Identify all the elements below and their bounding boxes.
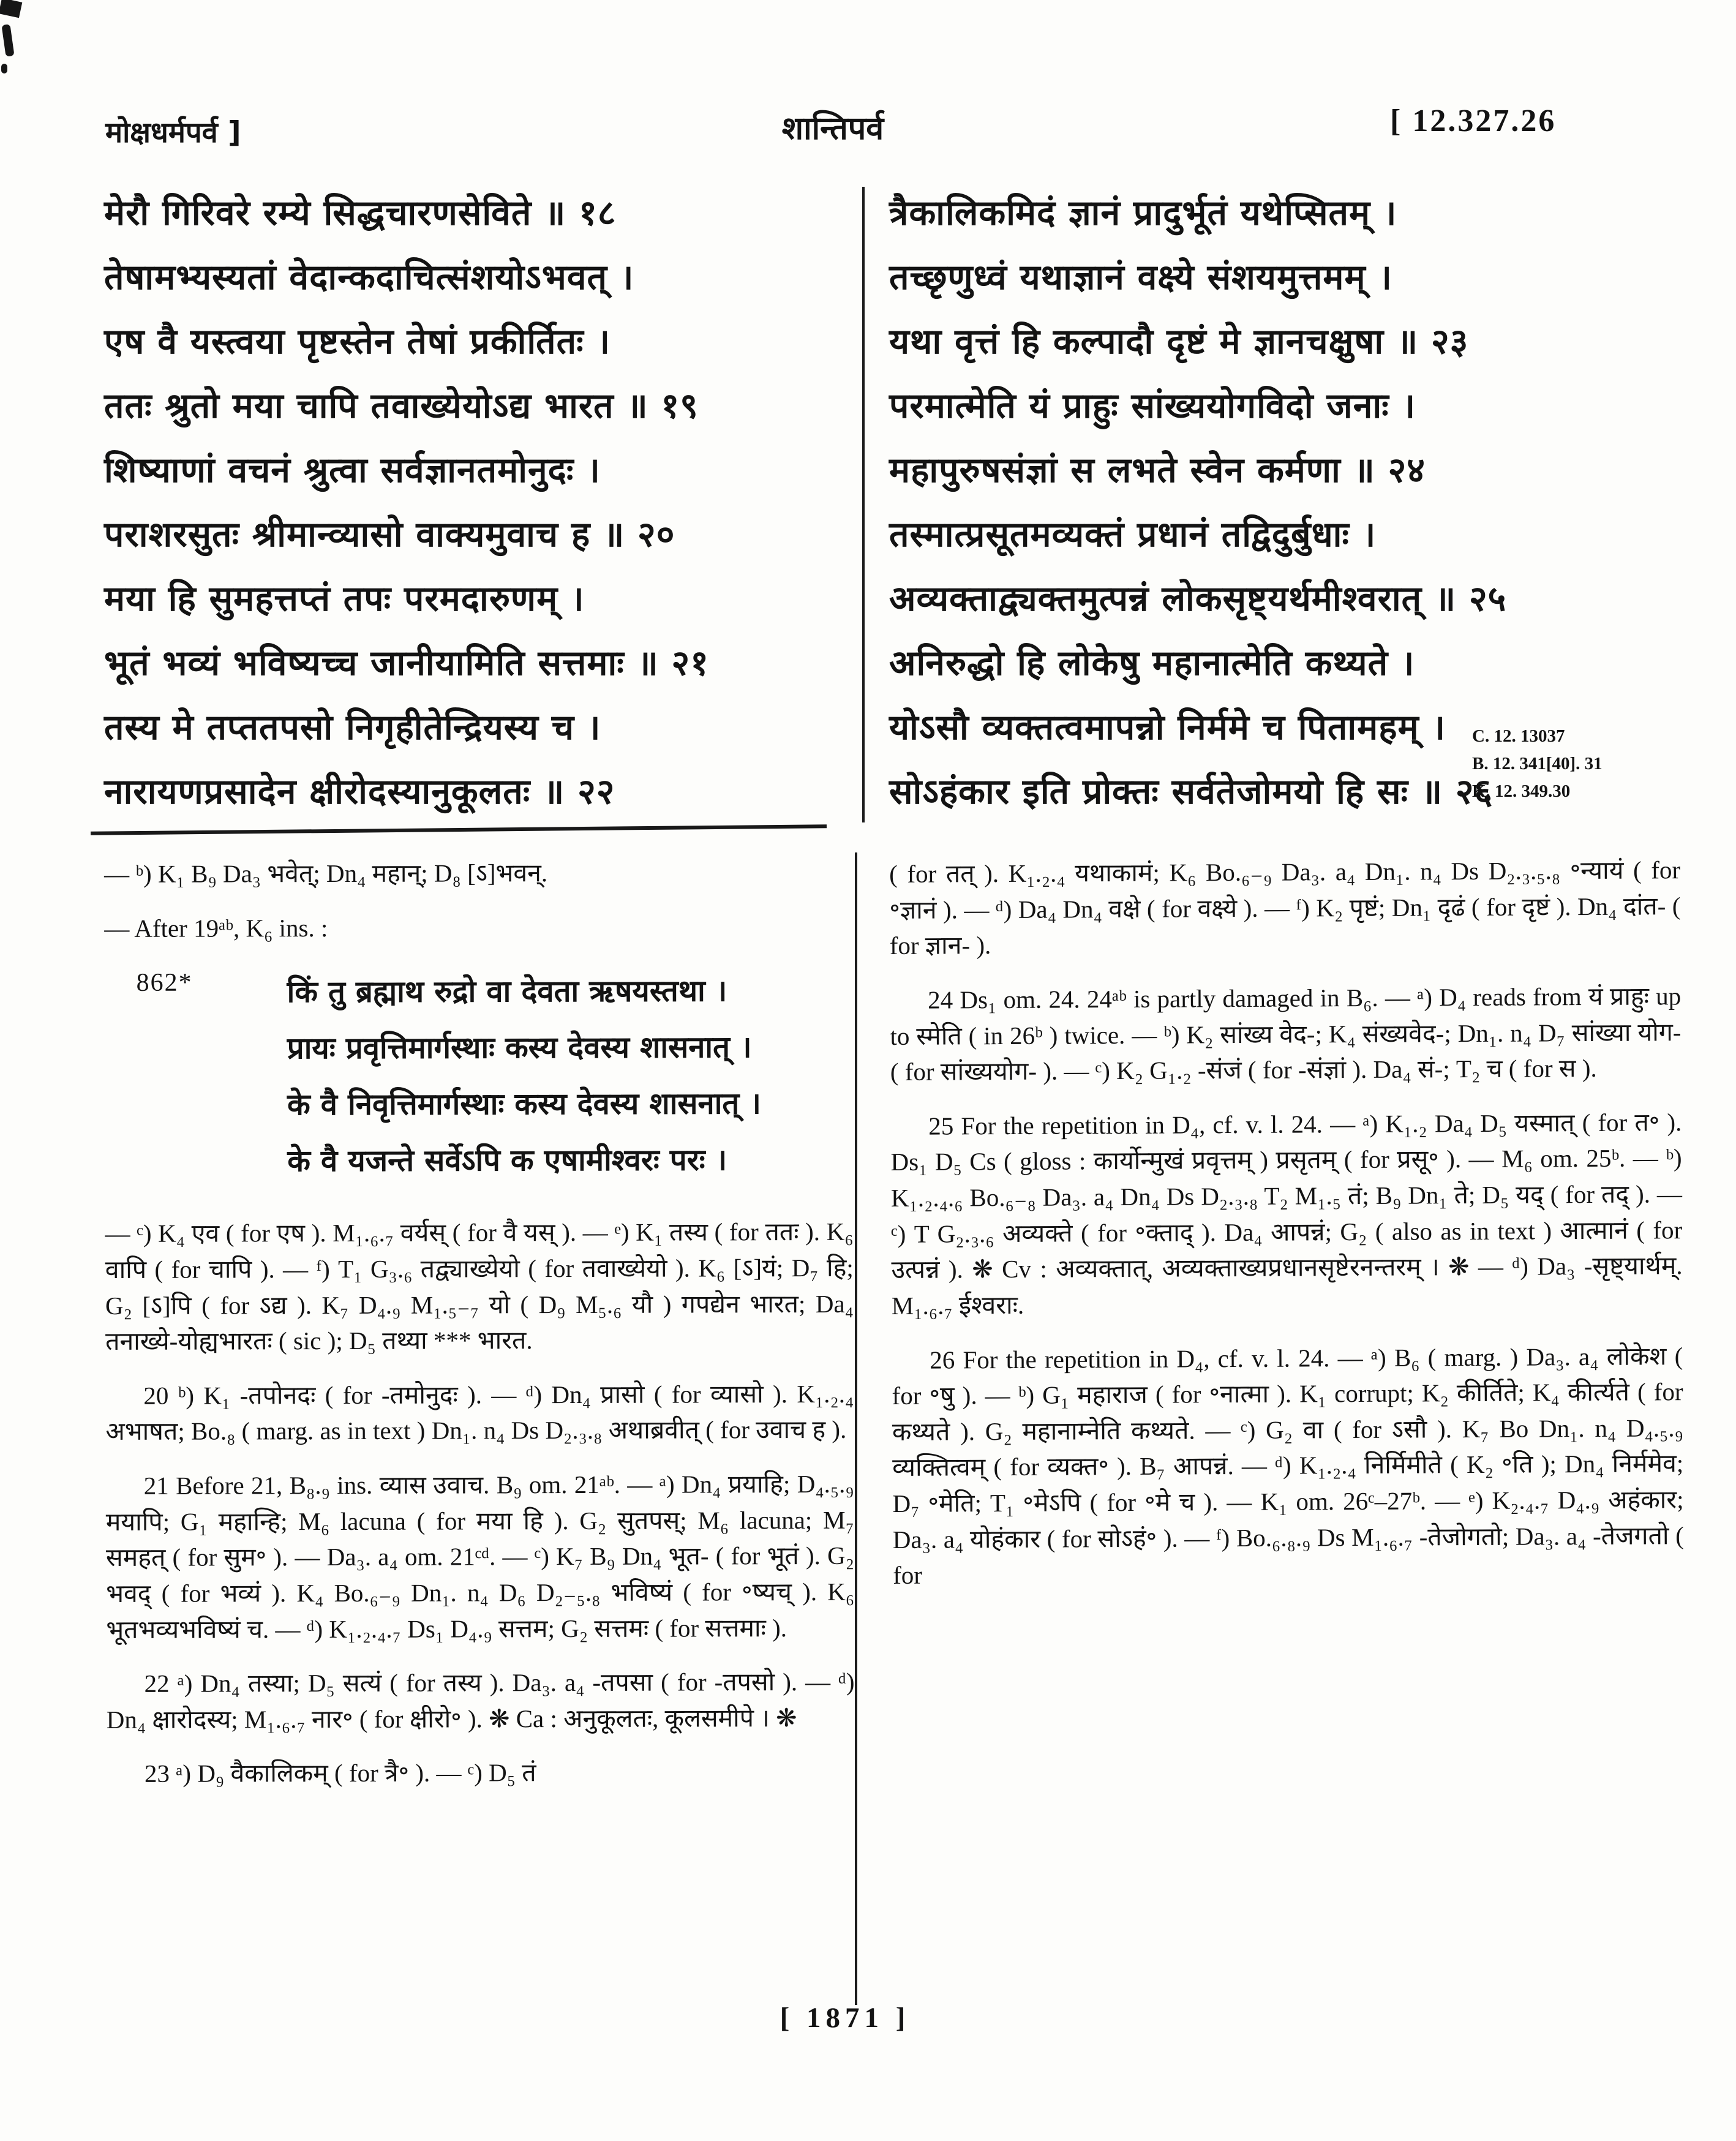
verse-line: यथा वृत्तं हि कल्पादौ दृष्टं मे ज्ञानचक्षुषा ॥ २३ [889, 322, 1469, 362]
apparatus-note-20: 20 ᵇ) K₁ -तपोनदः ( for -तमोनुदः ). — ᵈ) Dn₄ प्रासो ( for व्यासो ). K₁.₂.₄ अभाषत; Bo.₈ ( marg. as in text ) Dn₁. n₄ Ds D₂.₃.₈ अथाब्रवीत् ( for उवाच ह ). [105, 1379, 854, 1446]
scan-artifact [0, 0, 22, 18]
running-head-verse-ref: [ 12.327.26 [1390, 103, 1557, 138]
verse-line: ततः श्रुतो मया चापि तवाख्येयोऽद्य भारत ॥ १९ [104, 386, 699, 426]
verse-line: तस्य मे तप्ततपसो निगृहीतेन्द्रियस्य च । [104, 707, 601, 748]
verse-line: अनिरुद्धो हि लोकेषु महानात्मेति कथ्यते । [889, 643, 1415, 683]
apparatus-note-21: 21 Before 21, B₈.₉ ins. व्यास उवाच. B₉ om. 21ᵃᵇ. — ᵃ) Dn₄ प्रयाहि; D₄.₅.₉ मयापि; G₁ महान्हि; M₆ lacuna ( for मया हि ). G₂ सुतपस्; M₆ lacuna; M₇ समहत् ( for सुम॰ ). — Da₃. a₄ om. 21ᶜᵈ. — ᶜ) K₇ B₉ Dn₄ भूत- ( for भूतं ). G₂ भवद् ( for भव्यं ). K₄ Bo.₆₋₉ Dn₁. n₄ D₆ D₂₋₅.₈ भविष्यं ( for ॰ष्यच् ). K₆ भूतभव्यभविष्यं च. — ᵈ) K₁.₂.₄.₇ Ds₁ D₄.₉ सत्तम; G₂ सत्तमः ( for सत्तमाः ). [105, 1469, 855, 1644]
apparatus-column-left [104, 854, 855, 1810]
running-head-parvan-left: मोक्षधर्मपर्व ] [105, 116, 241, 149]
margin-ref-line: B. 12. 341[40]. 31 [1472, 754, 1603, 773]
verse-line: सोऽहंकार इति प्रोक्तः सर्वतेजोमयो हि सः ॥ २६ [889, 772, 1494, 812]
inserted-passage-862 [104, 963, 853, 1190]
apparatus-note-23: 23 ᵃ) D₉ वैकालिकम् ( for त्रै॰ ). — ᶜ) D₅ तं [144, 1758, 536, 1788]
scan-artifact [1, 64, 7, 73]
page-number: [ 1871 ] [780, 2002, 911, 2034]
verse-line: मेरौ गिरिवरे रम्ये सिद्धचारणसेविते ॥ १८ [104, 193, 617, 233]
margin-parallel-references [1472, 723, 1735, 805]
apparatus-note: — ᵇ) K₁ B₉ Da₃ भवेत्; Dn₄ महान्; D₈ [ऽ]भवन्. [104, 859, 548, 888]
verse-line: परमात्मेति यं प्राहुः सांख्ययोगविदो जनाः । [889, 386, 1416, 426]
verse-line: शिष्याणां वचनं श्रुत्वा सर्वज्ञानतमोनुदः । [104, 450, 601, 491]
passage-line: प्रायः प्रवृत्तिमार्गस्थाः कस्य देवस्य शासनात् । [287, 1029, 752, 1066]
verse-column-divider [862, 187, 865, 822]
passage-line: के वै यजन्ते सर्वेऽपि क एषामीश्वरः परः । [287, 1142, 727, 1179]
verse-column-left [104, 195, 860, 838]
running-head-parvan-center: शान्तिपर्व [781, 110, 884, 147]
margin-ref-line: K. 12. 349.30 [1472, 781, 1571, 801]
apparatus-note: — ᶜ) K₄ एव ( for एष ). M₁.₆.₇ वर्यस् ( for वै यस् ). — ᵉ) K₁ तस्य ( for ततः ). K₆ वापि ( for चापि ). — ᶠ) T₁ G₃.₆ तद्व्याख्येयो ( for तवाख्येयो ). K₆ [ऽ]यं; D₇ हि; G₂ [ऽ]पि ( for ऽद्य ). K₇ D₄.₉ M₁.₅₋₇ यो ( D₉ M₅.₆ यौ ) गपद्येन भारत; Da₄ तनाख्ये-योह्यभारतः ( sic ); D₅ तथ्या *** भारत. [105, 1217, 854, 1356]
apparatus-note-23-continued: ( for तत् ). K₁.₂.₄ यथाकामं; K₆ Bo.₆₋₉ Da₃. a₄ Dn₁. n₄ Ds D₂.₃.₅.₈ ॰न्यायं ( for ॰ज्ञानं ). — ᵈ) Da₄ Dn₄ वक्षे ( for वक्ष्ये ). — ᶠ) K₂ पृष्टं; Dn₁ दृढं ( for दृष्टं ). Dn₄ दांत- ( for ज्ञान- ). [889, 856, 1681, 960]
passage-line: किं तु ब्रह्माथ रुद्रो वा देवता ऋषयस्तथा । [287, 973, 727, 1010]
apparatus-column-divider [855, 852, 857, 2005]
verse-line: भूतं भव्यं भविष्यच्च जानीयामिति सत्तमाः ॥ २१ [104, 643, 709, 683]
scan-artifact [1, 24, 14, 56]
apparatus-note-24: 24 Ds₁ om. 24. 24ᵃᵇ is partly damaged in B₆. — ᵃ) D₄ reads from यं प्राहुः up to स्मेति ( in 26ᵇ ) twice. — ᵇ) K₂ सांख्य वेद-; K₄ संख्यवेद-; Dn₁. n₄ D₇ सांख्या योग- ( for सांख्ययोग- ). — ᶜ) K₂ G₁.₂ -संजं ( for -संज्ञां ). Da₄ सं-; T₂ च ( for स ). [890, 982, 1682, 1086]
verse-line: पराशरसुतः श्रीमान्व्यासो वाक्यमुवाच ह ॥ २० [104, 514, 675, 555]
verse-line: महापुरुषसंज्ञां स लभते स्वेन कर्मणा ॥ २४ [889, 450, 1426, 491]
apparatus-note-25: 25 For the repetition in D₄, cf. v. l. 24. — ᵃ) K₁.₂ Da₄ D₅ यस्मात् ( for त॰ ). Ds₁ D₅ Cs ( gloss : कार्योन्मुखं प्रवृत्तम् ) प्रसृतम् ( for प्रसू॰ ). — M₆ om. 25ᵇ. — ᵇ) K₁.₂.₄.₆ Bo.₆₋₈ Da₃. a₄ Dn₄ Ds D₂.₃.₈ T₂ M₁.₅ तं; B₉ Dn₁ ते; D₅ यद् ( for तद् ). — ᶜ) T G₂.₃.₆ अव्यक्ते ( for ॰क्ताद् ). Da₄ आपन्नं; G₂ ( also as in text ) आत्मानं ( for उत्पन्नं ). ❋ Cv : अव्यक्तात्, अव्यक्ताख्यप्रधानसृष्टेरनन्तरम् । ❋ — ᵈ) Da₃ -सृष्ट्यार्थम्. M₁.₆.₇ ईश्वराः. [890, 1107, 1683, 1320]
verse-line: नारायणप्रसादेन क्षीरोदस्यानुकूलतः ॥ २२ [104, 772, 615, 812]
margin-ref-line: C. 12. 13037 [1472, 726, 1565, 746]
passage-number: 862* [136, 968, 193, 998]
verse-line: योऽसौ व्यक्तत्वमापन्नो निर्ममे च पितामहम् । [889, 707, 1446, 748]
verse-line: तस्मात्प्रसूतमव्यक्तं प्रधानं तद्विदुर्बुधाः । [889, 514, 1377, 555]
verse-line: तेषामभ्यस्यतां वेदान्कदाचित्संशयोऽभवत् । [104, 257, 634, 298]
passage-line: के वै निवृत्तिमार्गस्थाः कस्य देवस्य शासनात् । [287, 1086, 761, 1123]
verse-line: तच्छृणुध्वं यथाज्ञानं वक्ष्ये संशयमुत्तमम् । [889, 257, 1393, 298]
apparatus-note-22: 22 ᵃ) Dn₄ तस्या; D₅ सत्यं ( for तस्य ). Da₃. a₄ -तपसा ( for -तपसो ). — ᵈ) Dn₄ क्षारोदस्य; M₁.₆.₇ नार॰ ( for क्षीरो॰ ). ❋ Ca : अनुकूलतः, कूलसमीपे । ❋ [106, 1667, 855, 1734]
verse-line: एष वै यस्त्वया पृष्टस्तेन तेषां प्रकीर्तितः । [104, 322, 611, 362]
verse-line: त्रैकालिकमिदं ज्ञानं प्रादुर्भूतं यथेप्सितम् । [889, 193, 1397, 233]
apparatus-note: — After 19ᵃᵇ, K₆ ins. : [104, 913, 328, 943]
verse-line: अव्यक्ताद्व्यक्तमुत्पन्नं लोकसृष्ट्यर्थमीश्वरात् ॥ २५ [889, 579, 1507, 619]
apparatus-note-26: 26 For the repetition in D₄, cf. v. l. 24. — ᵃ) B₆ ( marg. ) Da₃. a₄ लोकेश ( for ॰षु ). — ᵇ) G₁ महाराज ( for ॰नात्मा ). K₁ corrupt; K₂ कीर्तिते; K₄ कीर्त्यते ( for कथ्यते ). G₂ महानाम्नेति कथ्यते. — ᶜ) G₂ वा ( for ऽसौ ). K₇ Bo Dn₁. n₄ D₄.₅.₉ व्यक्तित्वम् ( for व्यक्त॰ ). B₇ आपन्नं. — ᵈ) K₁.₂.₄ निर्मिमीते ( K₂ ॰ति ); Dn₄ निर्ममेव; D₇ ॰मेति; T₁ ॰मेऽपि ( for ॰मे च ). — K₁ om. 26ᶜ–27ᵇ. — ᵉ) K₂.₄.₇ D₄.₉ अहंकार; Da₃. a₄ योहंकार ( for सोऽहं॰ ). — ᶠ) Bo.₆.₈.₉ Ds M₁.₆.₇ -तेजोगतो; Da₃. a₄ -तेजगतो ( for [892, 1341, 1684, 1590]
verse-line: मया हि सुमहत्तप्तं तपः परमदारुणम् । [104, 579, 585, 619]
apparatus-column-right [889, 852, 1684, 1612]
